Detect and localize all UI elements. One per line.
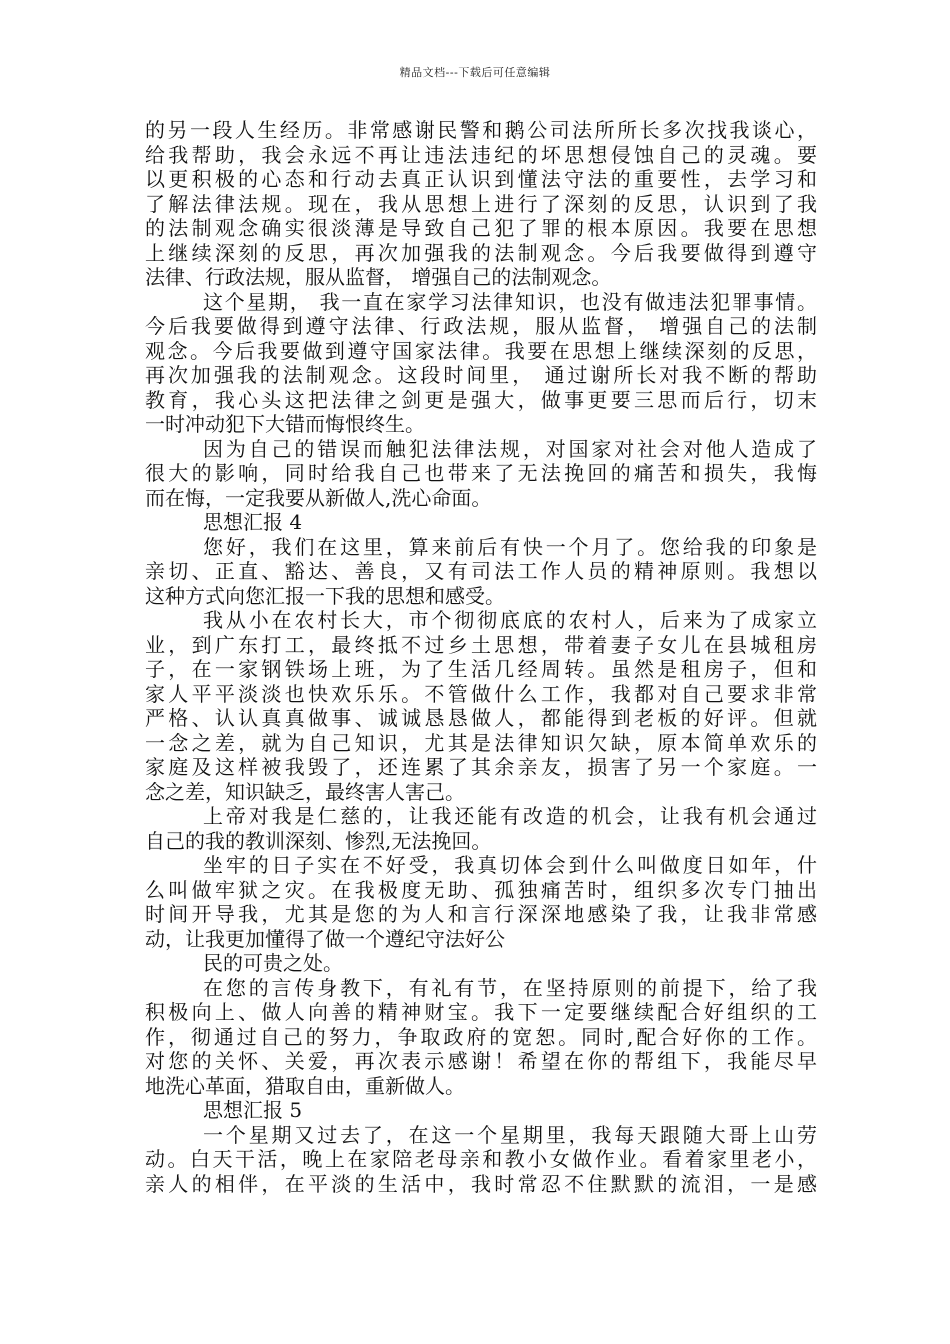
text-line: 严格、认认真真做事、诚诚恳恳做人，都能得到老板的好评。但就 bbox=[145, 706, 817, 730]
text-line: 一念之差，就为自己知识，尤其是法律知识欠缺，原本简单欢乐的 bbox=[145, 730, 817, 755]
text-line: 因为自己的错误而触犯法律法规，对国家对社会对他人造成了 bbox=[203, 436, 817, 461]
text-line: 这种方式向您汇报一下我的思想和感受。 bbox=[145, 583, 505, 608]
text-line: 时间开导我，尤其是您的为人和言行深深地感染了我，让我非常感 bbox=[145, 902, 817, 926]
text-line: 一个星期又过去了，在这一个星期里，我每天跟随大哥上山劳 bbox=[203, 1122, 817, 1147]
text-line: 亲切、正直、豁达、善良，又有司法工作人员的精神原则。我想以 bbox=[145, 559, 817, 583]
text-line: 我从小在农村长大，市个彻彻底底的农村人，后来为了成家立 bbox=[203, 608, 817, 632]
text-line: 思想汇报 4 bbox=[203, 510, 303, 534]
text-line: 亲人的相伴，在平淡的生活中，我时常忍不住默默的流泪，一是感 bbox=[145, 1171, 817, 1196]
text-line: 么叫做牢狱之灾。在我极度无助、孤独痛苦时，组织多次专门抽出 bbox=[145, 877, 817, 902]
text-line: 作，彻通过自己的努力，争取政府的宽恕。同时,配合好你的工作。 bbox=[145, 1024, 817, 1049]
text-line: 民的可贵之处。 bbox=[203, 951, 343, 975]
text-line: 今后我要做得到遵守法律、行政法规，服从监督， 增强自己的法制 bbox=[145, 314, 817, 338]
text-line: 观念。今后我要做到遵守国家法律。我要在思想上继续深刻的反思， bbox=[145, 338, 817, 363]
text-line: 子，在一家钢铁场上班，为了生活几经周转。虽然是租房子，但和 bbox=[145, 657, 817, 681]
text-line: 很大的影响，同时给我自己也带来了无法挽回的痛苦和损失，我悔 bbox=[145, 461, 817, 485]
text-line: 再次加强我的法制观念。这段时间里， 通过谢所长对我不断的帮助 bbox=[145, 363, 817, 387]
text-line: 业，到广东打工，最终抵不过乡土思想，带着妻子女儿在县城租房 bbox=[145, 632, 817, 657]
text-line: 的另一段人生经历。非常感谢民警和鹅公司法所所长多次找我谈心， bbox=[145, 118, 817, 142]
text-line: 教育，我心头这把法律之剑更是强大，做事更要三思而后行，切末 bbox=[145, 387, 817, 412]
text-line: 积极向上、做人向善的精神财宝。我下一定要继续配合好组织的工 bbox=[145, 1000, 817, 1024]
page-header: 精品文档---下载后可任意编辑 bbox=[399, 66, 551, 79]
text-line: 动，让我更加懂得了做一个遵纪守法好公 bbox=[145, 926, 505, 951]
text-line: 以更积极的心态和行动去真正认识到懂法守法的重要性，去学习和 bbox=[145, 167, 817, 191]
text-line: 坐牢的日子实在不好受，我真切体会到什么叫做度日如年，什 bbox=[203, 853, 817, 877]
text-line: 上继续深刻的反思，再次加强我的法制观念。今后我要做得到遵守 bbox=[145, 240, 817, 265]
text-line: 思想汇报 5 bbox=[203, 1098, 303, 1122]
text-line: 这个星期， 我一直在家学习法律知识，也没有做违法犯罪事情。 bbox=[203, 289, 817, 314]
text-line: 法律、行政法规，服从监督， 增强自己的法制观念。 bbox=[145, 265, 612, 289]
text-line: 而在悔，一定我要从新做人,洗心命面。 bbox=[145, 485, 492, 510]
text-line: 家人平平淡淡也快欢乐乐。不管做什么工作，我都对自己要求非常 bbox=[145, 681, 817, 706]
text-line: 家庭及这样被我毁了，还连累了其余亲友，损害了另一个家庭。一 bbox=[145, 755, 817, 779]
text-line: 上帝对我是仁慈的，让我还能有改造的机会，让我有机会通过 bbox=[203, 804, 817, 828]
document-body bbox=[145, 118, 817, 1196]
text-line: 了解法律法规。现在，我从思想上进行了深刻的反思，认识到了我 bbox=[145, 191, 817, 216]
text-line: 自己的我的教训深刻、惨烈,无法挽回。 bbox=[145, 828, 492, 853]
text-line: 的法制观念确实很淡薄是导致自己犯了罪的根本原因。我要在思想 bbox=[145, 216, 817, 240]
text-line: 念之差，知识缺乏，最终害人害己。 bbox=[145, 779, 465, 804]
text-line: 给我帮助，我会永远不再让违法违纪的坏思想侵蚀自己的灵魂。要 bbox=[145, 142, 817, 167]
text-line: 一时冲动犯下大错而悔恨终生。 bbox=[145, 412, 425, 436]
text-line: 您好，我们在这里，算来前后有快一个月了。您给我的印象是 bbox=[203, 534, 817, 559]
text-line: 在您的言传身教下，有礼有节，在坚持原则的前提下，给了我 bbox=[203, 975, 817, 1000]
text-line: 对您的关怀、关爱，再次表示感谢！希望在你的帮组下，我能尽早 bbox=[145, 1049, 817, 1073]
text-line: 地洗心革面，猎取自由，重新做人。 bbox=[145, 1073, 465, 1098]
text-line: 动。白天干活，晚上在家陪老母亲和教小女做作业。看着家里老小， bbox=[145, 1147, 817, 1171]
